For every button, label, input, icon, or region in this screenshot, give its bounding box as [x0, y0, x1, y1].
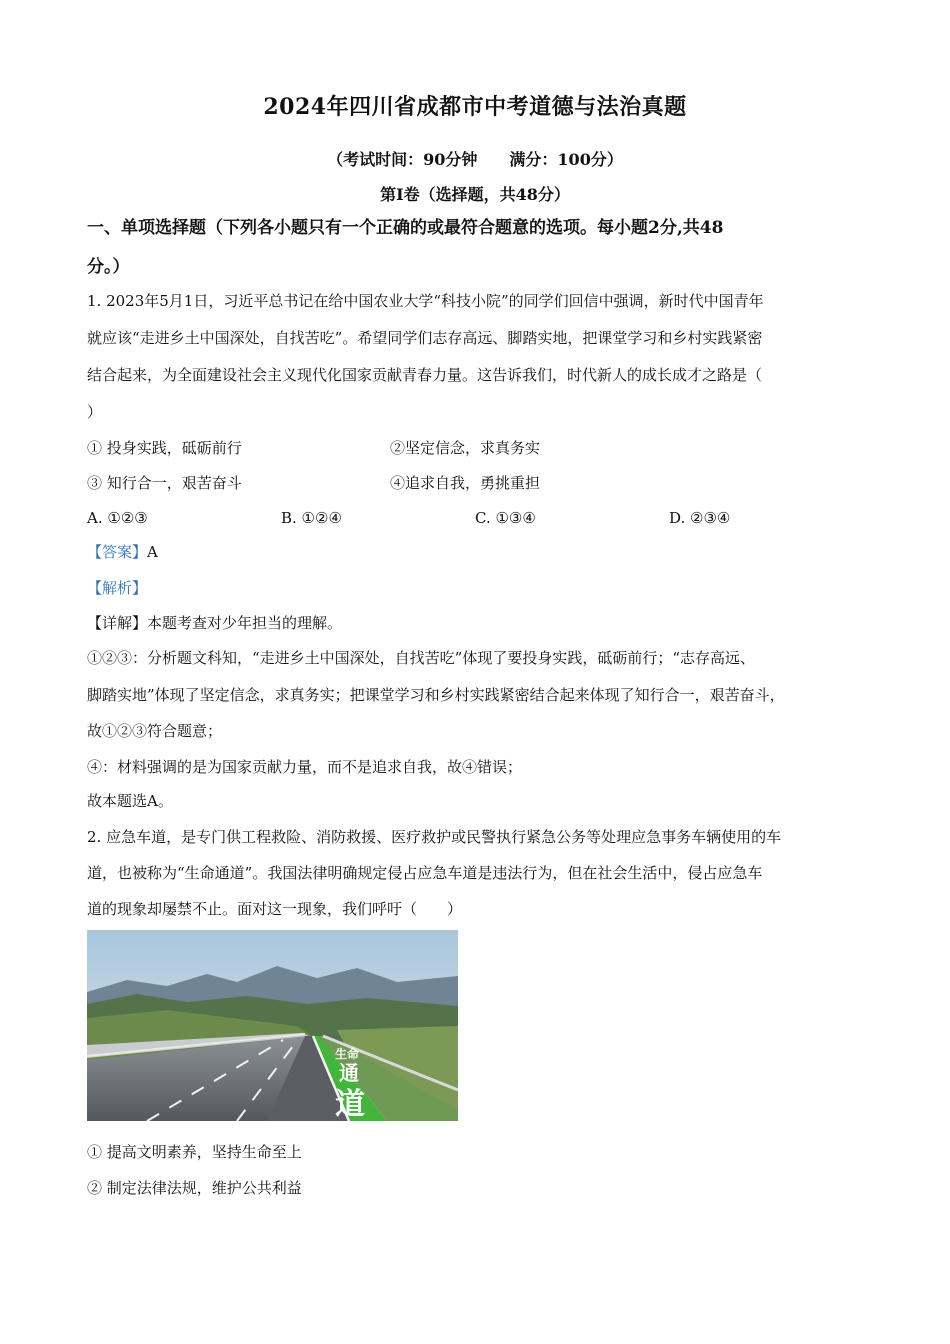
exam-info: （考试时间：90分钟 满分：100分）	[327, 150, 623, 169]
q1-statement-3: ③ 知行合一，艰苦奋斗	[87, 474, 242, 492]
q1-stem-line: 1. 2023年5月1日，习近平总书记在给中国农业大学“科技小院”的同学们回信中强调，新时代中国青年	[87, 292, 764, 310]
page-title: 2024年四川省成都市中考道德与法治真题	[263, 94, 687, 120]
section-heading-line-1: 一、单项选择题（下列各小题只有一个正确的或最符合题意的选项。每小题2分,共48	[87, 218, 724, 238]
lane-text-big-2: 道	[335, 1087, 365, 1121]
analysis-tag: 【解析】	[87, 579, 148, 597]
q2-stem-line: 2. 应急车道，是专门供工程救险、消防救援、医疗救护或民警执行紧急公务等处理应急事务车辆使用的车	[87, 828, 782, 846]
q1-stem-line: 就应该“走进乡土中国深处，自找苦吃”。希望同学们志存高远、脚踏实地，把课堂学习和乡村实践紧密	[87, 329, 763, 347]
q1-statement-4: ④追求自我，勇挑重担	[390, 474, 541, 492]
part-heading: 第Ⅰ卷（选择题，共48分）	[380, 185, 570, 204]
q1-detail-line: 脚踏实地”体现了坚定信念，求真务实；把课堂学习和乡村实践紧密结合起来体现了知行合一，艰苦奋斗，	[87, 686, 785, 704]
q2-statement-2: ② 制定法律法规，维护公共利益	[87, 1179, 302, 1197]
q1-statement-1: ① 投身实践，砥砺前行	[87, 439, 242, 457]
q1-choice-d: D. ②③④	[669, 509, 731, 527]
q1-stem-line: ）	[87, 403, 103, 421]
q1-choice-c: C. ①③④	[475, 509, 536, 527]
q1-detail-line: ①②③：分析题文科知，“走进乡土中国深处，自找苦吃”体现了要投身实践，砥砺前行；“志存高远、	[87, 649, 756, 667]
q2-stem-line: 道的现象却屡禁不止。面对这一现象，我们呼吁（ ）	[87, 900, 463, 918]
road-illustration	[87, 930, 458, 1121]
q1-detail-line: 故本题选A。	[87, 792, 173, 810]
emergency-lane-photo	[87, 930, 458, 1121]
lane-text-small: 生命	[335, 1047, 360, 1061]
section-heading-line-2: 分。）	[87, 257, 130, 277]
q1-detail-line: 【详解】本题考查对少年担当的理解。	[87, 614, 343, 632]
answer-value: A	[147, 543, 158, 561]
q1-answer	[87, 541, 867, 563]
answer-tag: 【答案】	[87, 543, 148, 561]
q1-detail-line: ④：材料强调的是为国家贡献力量，而不是追求自我，故④错误；	[87, 758, 523, 776]
q2-stem-line: 道，也被称为“生命通道”。我国法律明确规定侵占应急车道是违法行为，但在社会生活中，侵占应急车	[87, 864, 763, 882]
q1-stem-line: 结合起来，为全面建设社会主义现代化国家贡献青春力量。这告诉我们，时代新人的成长成才之路是（	[87, 366, 763, 384]
q1-choice-b: B. ①②④	[281, 509, 342, 527]
q1-statement-2: ②坚定信念，求真务实	[390, 439, 541, 457]
q1-choice-a: A. ①②③	[87, 509, 148, 527]
q2-statement-1: ① 提高文明素养，坚持生命至上	[87, 1143, 302, 1161]
lane-text-big-1: 通	[339, 1061, 359, 1085]
q1-detail-line: 故①②③符合题意；	[87, 722, 223, 740]
